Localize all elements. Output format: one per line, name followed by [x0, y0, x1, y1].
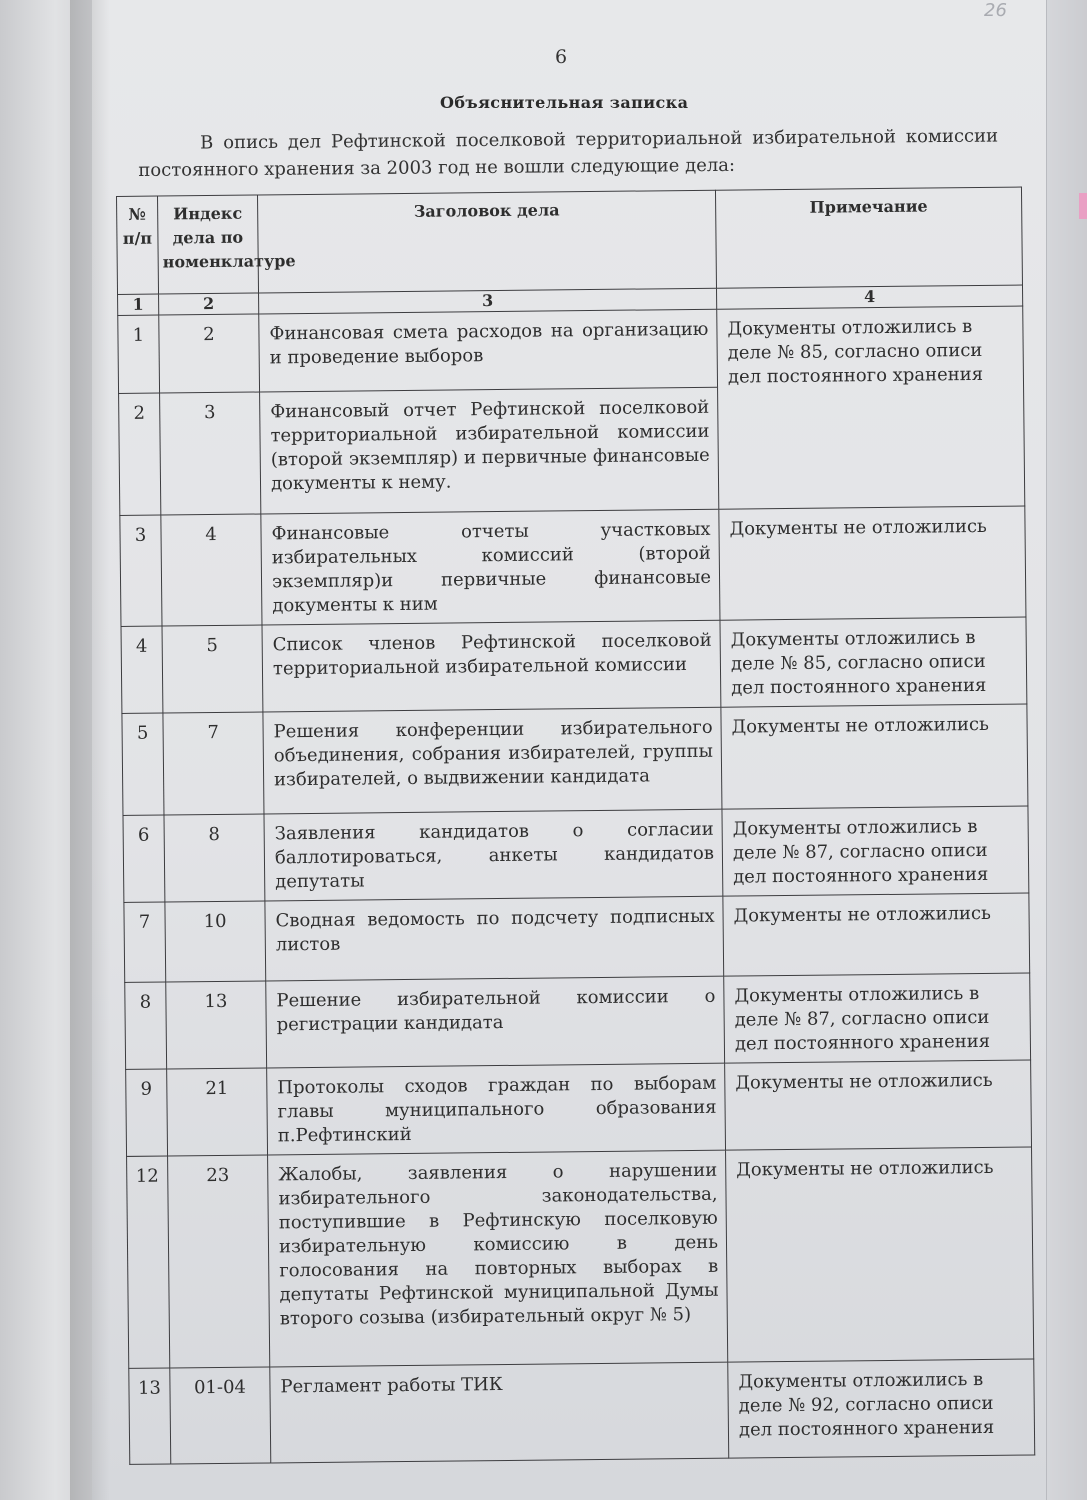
row-num: 13 — [129, 1368, 171, 1464]
row-index: 21 — [167, 1068, 268, 1156]
row-num: 9 — [126, 1069, 168, 1156]
row-title: Протоколы сходов граждан по выборам главы муниципального образования п.Рефтинский — [267, 1063, 726, 1155]
intro-paragraph: В опись дел Рефтинской поселковой территориальной избирательной комиссии постоянного хранения за 2003 год не вошли следующие дела: — [138, 125, 999, 181]
table-row — [123, 806, 1029, 902]
document-heading: Объяснительная записка — [440, 93, 689, 112]
table-row — [126, 1060, 1032, 1156]
next-page-edge — [1046, 0, 1087, 1500]
row-index: 01-04 — [170, 1367, 271, 1464]
header-title: Заголовок дела — [257, 190, 716, 293]
row-num: 4 — [121, 626, 163, 713]
row-index: 4 — [161, 514, 262, 626]
row-title: Решение избирательной комиссии о регистрации кандидата — [266, 976, 725, 1068]
table-row — [125, 973, 1031, 1069]
header-index: Индекс дела по номенклатуре — [158, 195, 259, 294]
records-table-wrapper — [116, 187, 1035, 1465]
row-num: 5 — [122, 713, 164, 815]
row-num: 3 — [120, 515, 162, 626]
row-title: Финансовые отчеты участковых избирательных комиссий (второй экземпляр)и первичные финансовые документы к ним — [261, 509, 720, 625]
row-num: 1 — [118, 315, 160, 393]
row-num: 2 — [119, 393, 161, 515]
row-note: Документы отложились в деле № 85, согласно описи дел постоянного хранения — [720, 617, 1027, 707]
row-note: Документы отложились в деле № 87, согласно описи дел постоянного хранения — [722, 806, 1029, 896]
column-number: 2 — [159, 293, 259, 315]
table-row — [121, 617, 1027, 713]
row-index: 3 — [160, 392, 261, 515]
row-note: Документы не отложились — [723, 893, 1030, 976]
table-row — [122, 704, 1028, 815]
row-title: Список членов Рефтинской поселковой территориальной избирательной комиссии — [262, 620, 721, 712]
row-note: Документы отложились в деле № 92, согласно описи дел постоянного хранения — [728, 1359, 1035, 1458]
table-row — [118, 306, 1024, 393]
row-index: 2 — [159, 314, 260, 393]
row-index: 7 — [163, 712, 264, 815]
row-index: 8 — [164, 814, 265, 902]
table-row — [127, 1147, 1034, 1368]
row-title: Решения конференции избирательного объединения, собрания избирателей, группы избирателей, о выдвижении кандидата — [263, 707, 722, 814]
row-num: 6 — [123, 815, 165, 902]
row-note: Документы не отложились — [721, 704, 1028, 809]
column-number: 3 — [259, 288, 717, 314]
row-note: Документы отложились в деле № 85, согласно описи дел постоянного хранения — [717, 306, 1025, 509]
row-index: 23 — [168, 1155, 270, 1368]
row-title: Финансовая смета расходов на организацию и проведение выборов — [259, 309, 718, 392]
row-num: 7 — [124, 902, 166, 982]
row-title: Регламент работы ТИК — [270, 1362, 729, 1463]
row-index: 10 — [165, 901, 266, 982]
page-number: 6 — [555, 46, 568, 68]
row-index: 13 — [166, 981, 267, 1069]
table-header-row — [117, 187, 1023, 294]
row-note: Документы не отложились — [719, 506, 1026, 620]
pink-tab-marker — [1079, 193, 1087, 219]
row-title: Сводная ведомость по подсчету подписных листов — [265, 896, 724, 981]
row-note: Документы отложились в деле № 87, согласно описи дел постоянного хранения — [724, 973, 1031, 1063]
header-note: Примечание — [715, 187, 1022, 288]
table-row — [120, 506, 1026, 626]
binding-shadow — [70, 0, 110, 1500]
row-num: 8 — [125, 982, 167, 1069]
row-note: Документы не отложились — [726, 1147, 1034, 1362]
header-num: № п/п — [117, 196, 159, 294]
row-title: Жалобы, заявления о нарушении избирательного законодательства, поступившие в Рефтинскую поселковую избирательную комиссию в день голосования на повторных выборах в депутаты Рефтинской муниципальной Думы второго созыва (избирательный округ № 5) — [268, 1150, 728, 1367]
corner-page-mark: 26 — [984, 0, 1007, 21]
column-number: 1 — [118, 294, 159, 315]
row-index: 5 — [162, 625, 263, 713]
table-row — [129, 1359, 1035, 1464]
row-num: 12 — [127, 1156, 170, 1368]
row-title: Финансовый отчет Рефтинской поселковой территориальной избирательной комиссии (второй экземпляр) и первичные финансовые документы к нему. — [260, 387, 719, 514]
column-number: 4 — [716, 285, 1022, 309]
row-title: Заявления кандидатов о согласии баллотироваться, анкеты кандидатов депутаты — [264, 809, 723, 901]
records-table — [116, 187, 1035, 1465]
row-note: Документы не отложились — [725, 1060, 1032, 1150]
table-row — [124, 893, 1030, 982]
